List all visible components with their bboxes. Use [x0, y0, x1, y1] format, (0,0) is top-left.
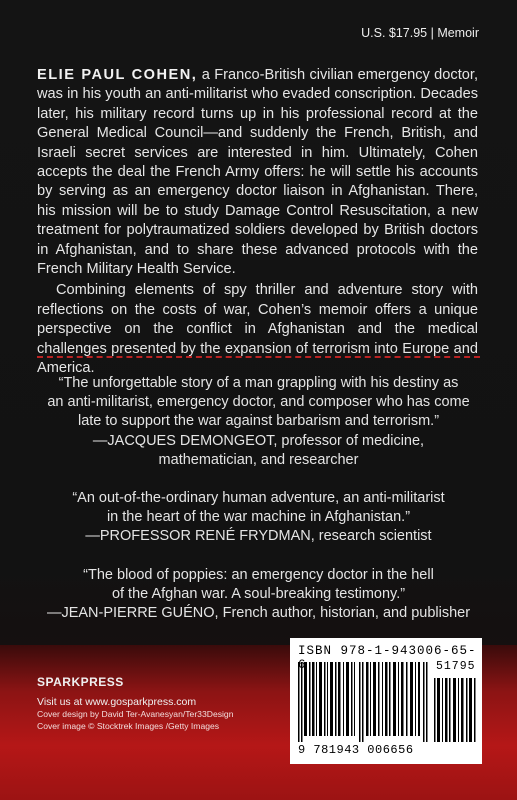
description-paragraph-1-text: a Franco-British civilian emergency doctor, was in his youth an anti-militarist who evaded conscription. Decades later, his military record turns up in his professional record at the General Medical Council—and suddenly the French, British, and Israeli secret services are interested in him. Ultimately, Cohen accepts the deal the French Army offers: he will settle his accounts by serving as an emergency doctor liaison in Afghanistan. There, his mission will be to study Damage Control Resuscitation, a new treatment for polytraumatized soldiers developed by British doctors in Afghanistan, and to share these advanced protocols with the French Military Health Service.	[37, 67, 478, 278]
quote-text: “The unforgettable story of a man grappling with his destiny as an anti-militarist, emergency doctor, and composer who has come late to support the war against barbarism and terrorism.”	[47, 375, 470, 430]
endorsement-quote	[37, 374, 480, 470]
barcode-bars-main	[298, 662, 428, 742]
book-description	[37, 66, 478, 379]
barcode-bars-addon	[434, 678, 476, 742]
quote-text: “The blood of poppies: an emergency doctor in the hell of the Afghan war. A soul-breaking testimony.”	[83, 566, 434, 602]
author-name: ELIE PAUL COHEN,	[37, 67, 198, 83]
endorsement-quote	[37, 566, 480, 624]
isbn-number: ISBN 978-1-943006-65-	[298, 644, 477, 658]
price-label: U.S. $17.95 | Memoir	[361, 26, 479, 40]
dashed-divider	[37, 356, 480, 358]
description-paragraph-2: Combining elements of spy thriller and adventure story with reflections on the costs of war, Cohen’s memoir offers a unique perspective on the conflict in Afghanistan and the medical challenges presented by the expansion of terrorism into Europe and America.	[37, 282, 478, 377]
publisher-website: Visit us at www.gosparkpress.com	[37, 696, 197, 708]
publisher-name: SPARKPRESS	[37, 675, 124, 689]
publisher-block	[37, 675, 234, 732]
barcode-digits: 9 781943 006656	[298, 743, 414, 757]
price-addon-code: 51795	[436, 660, 476, 673]
isbn-barcode	[290, 638, 482, 764]
cover-image-credit: Cover image © Stocktrek Images /Getty Images	[37, 720, 220, 731]
quote-attribution: —JACQUES DEMONGEOT, professor of medicine, mathematician, and researcher	[92, 432, 425, 468]
endorsements	[37, 374, 480, 642]
endorsement-quote	[37, 489, 480, 547]
quote-attribution: —JEAN-PIERRE GUÉNO, French author, historian, and publisher	[46, 605, 471, 622]
quote-attribution: —PROFESSOR RENÉ FRYDMAN, research scientist	[85, 528, 432, 545]
description-paragraph-1	[37, 66, 478, 279]
quote-text: “An out-of-the-ordinary human adventure, an anti-militarist in the heart of the war machine in Afghanistan.”	[72, 490, 445, 526]
cover-design-credit: Cover design by David Ter-Avanesyan/Ter33Design	[37, 709, 234, 719]
